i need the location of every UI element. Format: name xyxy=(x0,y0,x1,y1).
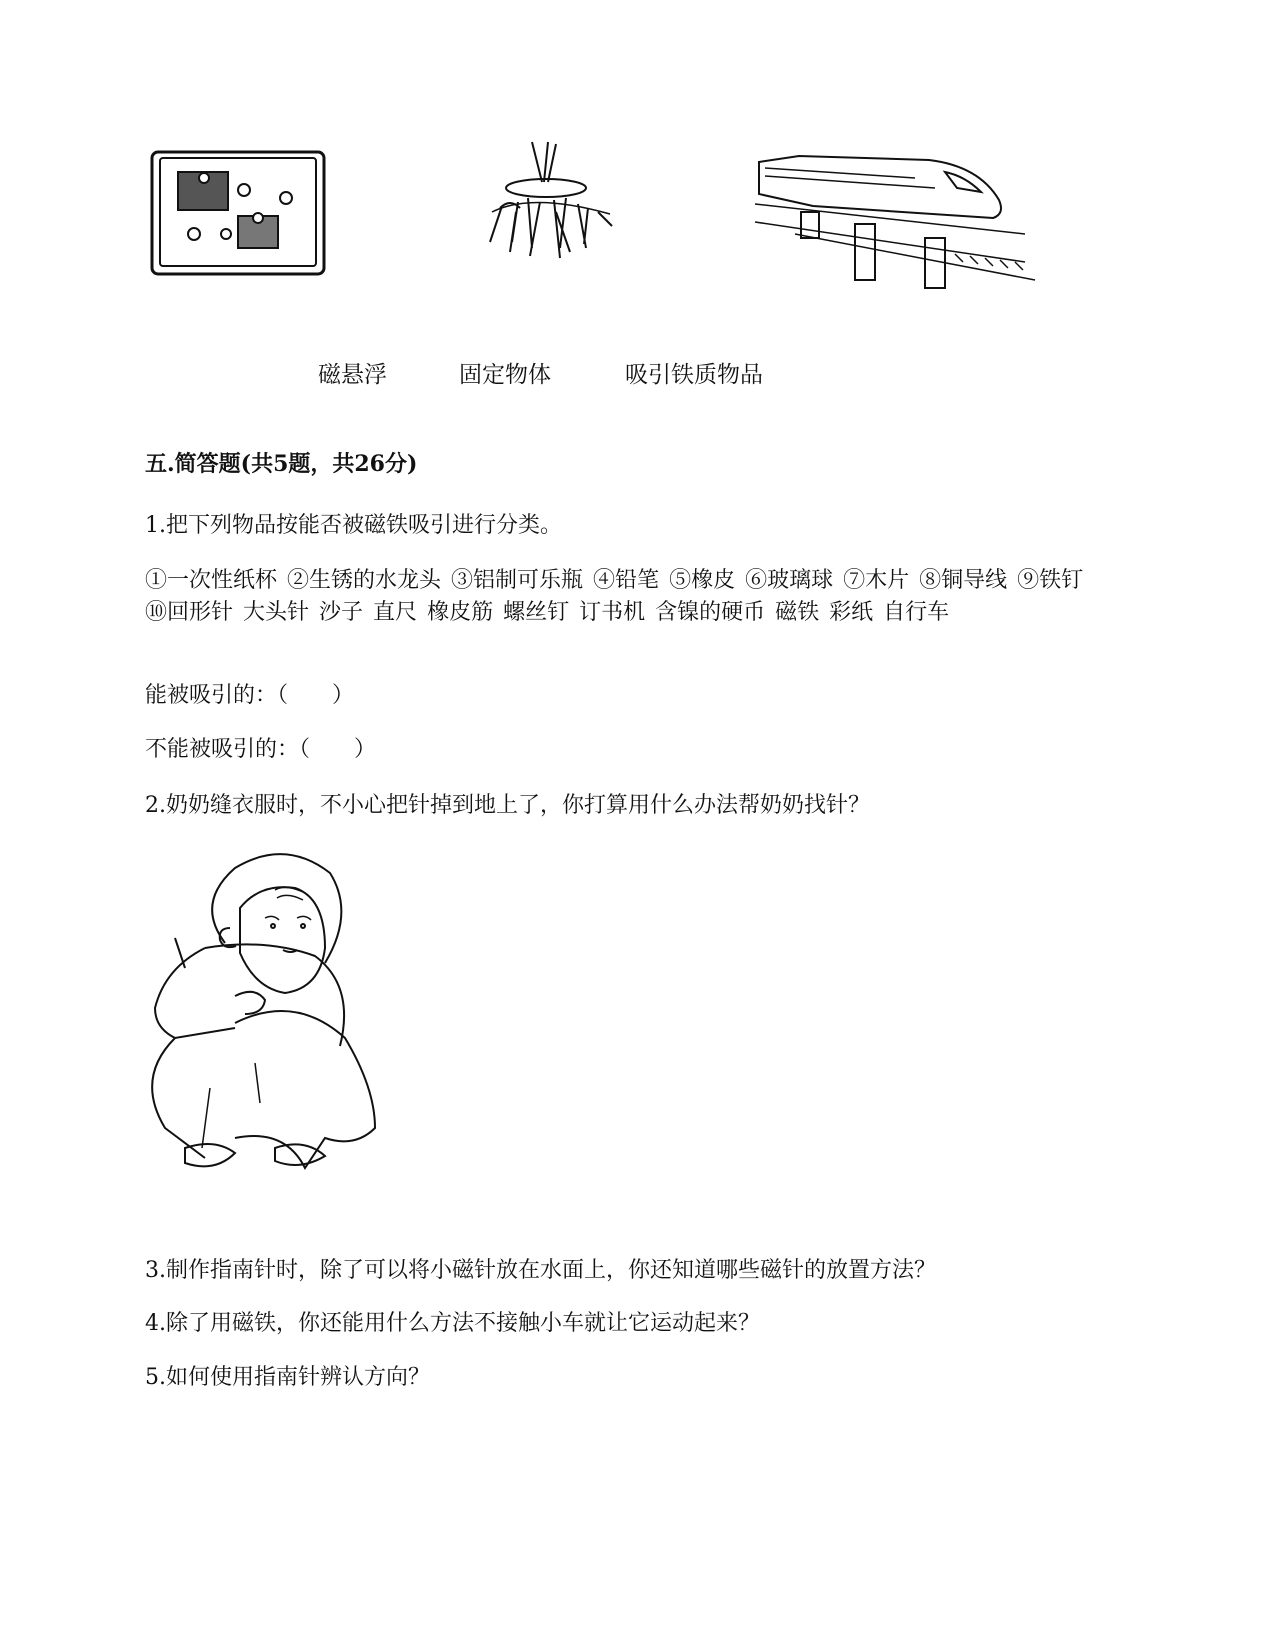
item: ⑥玻璃球 xyxy=(745,568,834,593)
question-1-prompt: 1.把下列物品按能否被磁铁吸引进行分类。 xyxy=(145,513,562,538)
item: 自行车 xyxy=(883,600,950,625)
item: ⑨铁钉 xyxy=(1017,568,1084,593)
label-attract-iron: 吸引铁质物品 xyxy=(625,362,763,388)
item: ⑧铜导线 xyxy=(919,568,1008,593)
question-1-items xyxy=(145,565,1105,629)
answer-attracted: 能被吸引的：（ ） xyxy=(145,683,355,708)
item: ⑤橡皮 xyxy=(669,568,736,593)
question-2-prompt: 2.奶奶缝衣服时，不小心把针掉到地上了，你打算用什么办法帮奶奶找针？ xyxy=(145,793,870,818)
item: ①一次性纸杯 xyxy=(145,568,278,593)
item: 橡皮筋 xyxy=(427,600,494,625)
item: 含镍的硬币 xyxy=(655,600,766,625)
item: ④铅笔 xyxy=(593,568,660,593)
maglev-train-illustration xyxy=(755,142,1035,292)
item: 沙子 xyxy=(319,600,364,625)
magnetic-board-illustration xyxy=(150,150,330,280)
question-4-prompt: 4.除了用磁铁，你还能用什么方法不接触小车就让它运动起来？ xyxy=(145,1311,760,1336)
item: 订书机 xyxy=(579,600,646,625)
answer-not-attracted: 不能被吸引的：（ ） xyxy=(145,737,377,762)
question-3-prompt: 3.制作指南针时，除了可以将小磁针放在水面上，你还知道哪些磁针的放置方法？ xyxy=(145,1258,936,1283)
item: 磁铁 xyxy=(775,600,820,625)
item: ⑩回形针 xyxy=(145,600,234,625)
grandma-sewing-illustration xyxy=(145,848,405,1188)
item: 大头针 xyxy=(243,600,310,625)
item: ⑦木片 xyxy=(843,568,910,593)
item: ②生锈的水龙头 xyxy=(287,568,442,593)
item: 直尺 xyxy=(373,600,418,625)
item: 彩纸 xyxy=(829,600,874,625)
label-maglev: 磁悬浮 xyxy=(318,362,387,388)
item: 螺丝钉 xyxy=(503,600,570,625)
question-5-prompt: 5.如何使用指南针辨认方向？ xyxy=(145,1365,430,1390)
label-fix-objects: 固定物体 xyxy=(459,362,551,388)
item: ③铝制可乐瓶 xyxy=(451,568,584,593)
crane-magnet-illustration xyxy=(470,142,630,272)
section-heading: 五.简答题(共5题，共26分) xyxy=(145,451,418,477)
